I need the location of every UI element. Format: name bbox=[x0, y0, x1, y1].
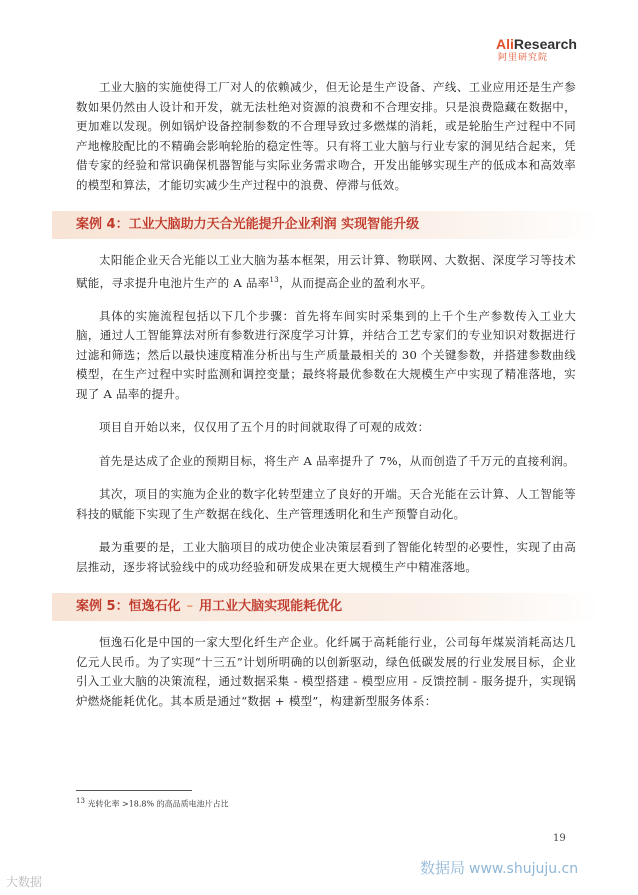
logo-ali: Ali bbox=[496, 36, 514, 52]
footnote-divider bbox=[76, 790, 192, 791]
watermark-right-site: www.shujuju.cn bbox=[469, 861, 579, 877]
case4-heading bbox=[52, 211, 600, 239]
watermark-right-cn: 数据局 bbox=[420, 859, 466, 877]
case5-title-b: 用工业大脑实现能耗优化 bbox=[199, 599, 343, 615]
case4-paragraph-4: 首先是达成了企业的预期目标，将生产 A 品率提升了 7%，从而创造了千万元的直接利润。 bbox=[99, 453, 575, 468]
logo-subtitle: 阿里研究院 bbox=[498, 53, 549, 63]
case4-p1-text-end: ，从而提高企业的盈利水平。 bbox=[279, 275, 433, 290]
case5-dash: – bbox=[186, 599, 194, 615]
case4-title: 案例 4：工业大脑助力天合光能提升企业利润 实现智能升级 bbox=[76, 217, 420, 232]
intro-paragraph: 工业大脑的实施使得工厂对人的依赖减少，但无论是生产设备、产线、工业应用还是生产参数如果仍然由人设计和开发，就无法杜绝对资源的浪费和不合理安排。只是浪费隐藏在数据中，更加难以发现。例如锅炉设备控制参数的不合理导致过多燃煤的消耗，或是轮胎生产过程中不同产地橡胶配比的不精确会影响轮胎的稳定性等。只有将工业大脑与行业专家的洞见结合起来，凭借专家的经验和常识确保机器智能与实际业务需求吻合，开发出能够实现生产的低成本和高效率的模型和算法，才能切实减少生产过程中的浪费、停滞与低效。 bbox=[76, 80, 576, 192]
aliresearch-logo bbox=[496, 36, 606, 70]
logo-wordmark bbox=[496, 36, 606, 52]
footnote-text: 光转化率 >18.8% 的高品质电池片占比 bbox=[87, 799, 229, 809]
footnote-ref: 13 bbox=[269, 275, 280, 284]
watermark-left: 大数据 bbox=[6, 875, 43, 889]
page-number: 19 bbox=[553, 833, 566, 844]
case4-paragraph-2: 具体的实施流程包括以下几个步骤：首先将车间实时采集到的上千个生产参数传入工业大脑，通过人工智能算法对所有参数进行深度学习计算，并结合工艺专家们的专业知识对数据进行过滤和筛选；然后以最快速度精准分析出与生产质量最相关的 30 个关键参数，并搭建参数曲线模型，在生产过程中实时监测和调控变量；最终将最优参数在大规模生产中实现了精准落地，实现了 A 品率的提升。 bbox=[76, 308, 576, 401]
case5-heading bbox=[52, 593, 600, 621]
watermark-right bbox=[420, 857, 578, 878]
case4-paragraph-5: 其次，项目的实施为企业的数字化转型建立了良好的开端。天合光能在云计算、人工智能等科技的赋能下实现了生产数据在线化、生产管理透明化和生产预警自动化。 bbox=[76, 487, 576, 521]
case4-paragraph-6: 最为重要的是，工业大脑项目的成功使企业决策层看到了智能化转型的必要性，实现了由高层推动，逐步将试验线中的成功经验和研发成果在更大规模生产中精准落地。 bbox=[76, 540, 576, 574]
case4-paragraph-3: 项目自开始以来，仅仅用了五个月的时间就取得了可观的成效： bbox=[99, 420, 430, 435]
case4-paragraph-1 bbox=[76, 251, 576, 293]
logo-research: Research bbox=[513, 36, 577, 52]
case5-paragraph-1: 恒逸石化是中国的一家大型化纤生产企业。化纤属于高耗能行业，公司每年煤炭消耗高达几亿元人民币。为了实现“十三五”计划所明确的以创新驱动，绿色低碳发展的行业发展目标，企业引入工业大脑的决策流程，通过数据采集 - 模型搭建 - 模型应用 - 反馈控制 - 服务提升，实现锅炉燃烧能耗优化。其本质是通过“数据 + 模型”，构建新型服务体系： bbox=[76, 635, 576, 708]
case5-title-a: 案例 5：恒逸石化 bbox=[76, 599, 181, 615]
footnote-number: 13 bbox=[76, 797, 85, 805]
case4-p1-text: 太阳能企业天合光能以工业大脑为基本框架，用云计算、物联网、大数据、深度学习等技术赋能，寻求提升电池片生产的 A 品率 bbox=[76, 253, 576, 290]
footnote bbox=[76, 797, 229, 810]
page-body bbox=[76, 78, 576, 725]
